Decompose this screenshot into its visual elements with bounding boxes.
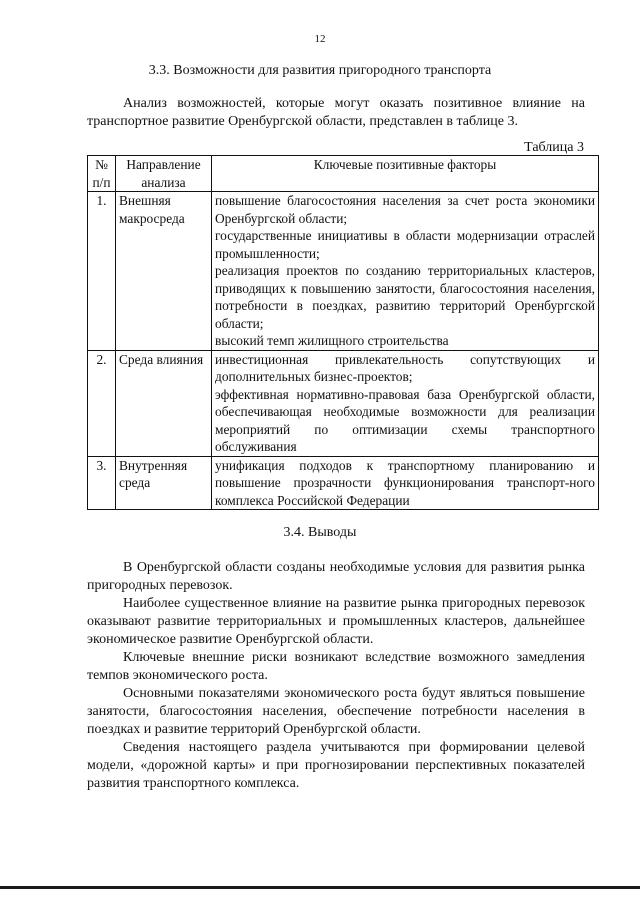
factor-item: унификация подходов к транспортному планированию и повышение прозрачности функционирования транспорт-ного комплекса Российской Федерации [215,457,595,508]
header-direction: Направление анализа [116,156,212,192]
table-row [88,456,599,510]
row-factors [212,350,599,456]
factor-item: эффективная нормативно-правовая база Оренбургской области, обеспечивающая необходимые возможности для реализации мероприятий по оптимизации схемы транспортного обслуживания [215,386,595,454]
conclusions-block [87,559,585,793]
header-factors: Ключевые позитивные факторы [212,156,599,192]
row-factors [212,192,599,351]
conclusion-paragraph: Наиболее существенное влияние на развитие рынка пригородных перевозок оказывают развитие территориальных и промышленных кластеров, дальнейшее экономическое развитие Оренбургской области. [87,596,585,647]
table-row [88,350,599,456]
row-num: 3. [88,456,116,510]
intro-paragraph: Анализ возможностей, которые могут оказать позитивное влияние на транспортное развитие Оренбургской области, представлен в таблице 3. [87,96,585,129]
bottom-scan-edge [0,886,640,889]
table-row [88,192,599,351]
conclusion-paragraph: Сведения настоящего раздела учитываются при формировании целевой модели, «дорожной карты» и при прогнозировании перспективных показателей развития транспортного комплекса. [87,740,585,791]
factor-item: инвестиционная привлекательность сопутствующих и дополнительных бизнес-проектов; [215,351,595,384]
header-num: № п/п [88,156,116,192]
table-header-row [88,156,599,192]
section-3-4-title: 3.4. Выводы [283,525,357,540]
conclusion-paragraph: Ключевые внешние риски возникают вследствие возможного замедления темпов экономического роста. [87,650,585,683]
section-3-3-title: 3.3. Возможности для развития пригородного транспорта [148,63,492,78]
row-num: 2. [88,350,116,456]
row-factors [212,456,599,510]
factor-item: высокий темп жилищного строительства [215,333,449,348]
factor-item: реализация проектов по созданию территориальных кластеров, приводящих к повышению занятости, благосостояния населения, потребности в поездках, развитию территорий Оренбургской области; [215,263,595,331]
row-direction: Внутренняя среда [116,456,212,510]
row-direction: Среда влияния [116,350,212,456]
row-direction: Внешняя макросреда [116,192,212,351]
conclusion-paragraph: В Оренбургской области созданы необходимые условия для развития рынка пригородных перевозок. [87,560,585,593]
factor-item: государственные инициативы в области модернизации отраслей промышленности; [215,228,595,261]
factor-item: повышение благосостояния населения за счет роста экономики Оренбургской области; [215,193,595,226]
page-number: 12 [314,33,326,45]
table-caption: Таблица 3 [524,140,584,155]
factors-table [87,155,599,510]
conclusion-paragraph: Основными показателями экономического роста будут являться повышение занятости, благосостояния населения, обеспечение потребности населения в поездках и развитие территорий Оренбургской области. [87,686,585,737]
row-num: 1. [88,192,116,351]
